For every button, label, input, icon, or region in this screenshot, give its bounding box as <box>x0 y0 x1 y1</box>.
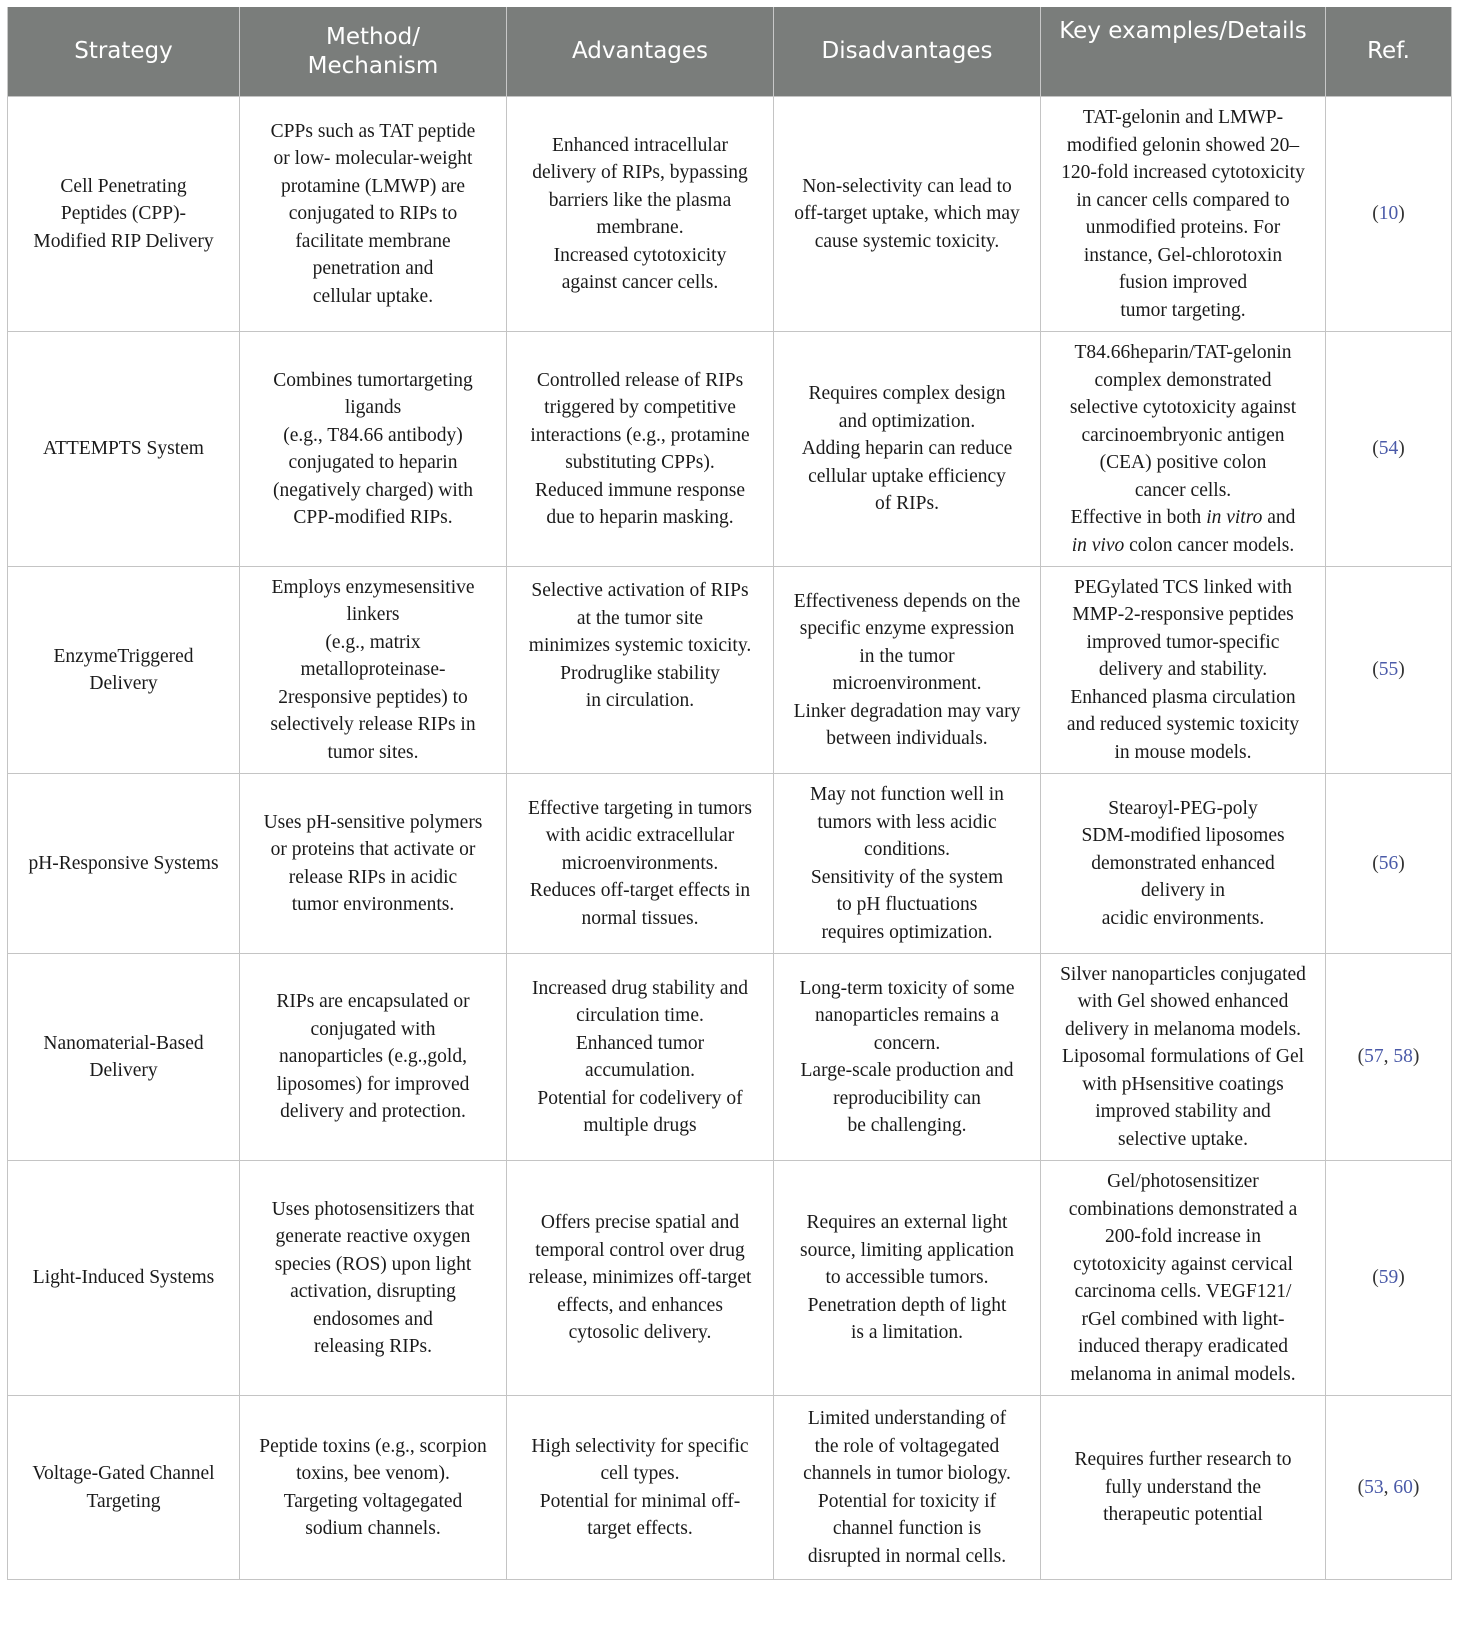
reference-link[interactable]: 58 <box>1393 1046 1413 1068</box>
advantages-cell: Selective activation of RIPs at the tumor site minimizes systemic toxicity. Prodruglike stability in circulation. <box>507 567 774 774</box>
advantages-cell: Offers precise spatial and temporal control over drug release, minimizes off-target effects, and enhances cytosolic delivery. <box>507 1161 774 1396</box>
strategy-cell: Nanomaterial-Based Delivery <box>8 954 240 1161</box>
ref-cell: (53, 60) <box>1326 1396 1452 1580</box>
advantages-cell: Enhanced intracellular delivery of RIPs, bypassing barriers like the plasma membrane. Increased cytotoxicity against cancer cells. <box>507 97 774 332</box>
examples-cell: Gel/photosensitizer combinations demonstrated a 200-fold increase in cytotoxicity against cervical carcinoma cells. VEGF121/ rGel combined with light- induced therapy eradicated melanoma in animal models. <box>1041 1161 1326 1396</box>
table-row <box>8 97 1452 332</box>
reference-link[interactable]: 10 <box>1378 203 1399 225</box>
strategy-cell: Cell Penetrating Peptides (CPP)- Modified RIP Delivery <box>8 97 240 332</box>
reference-link[interactable]: 56 <box>1378 852 1399 874</box>
method-cell: CPPs such as TAT peptide or low- molecular-weight protamine (LMWP) are conjugated to RIPs to facilitate membrane penetration and cellular uptake. <box>240 97 507 332</box>
strategy-cell: pH-Responsive Systems <box>8 774 240 954</box>
table-row <box>8 1161 1452 1396</box>
table-row <box>8 332 1452 567</box>
reference-link[interactable]: 53 <box>1364 1476 1384 1498</box>
method-cell: Peptide toxins (e.g., scorpion toxins, bee venom). Targeting voltagegated sodium channels. <box>240 1396 507 1580</box>
header-disadvantages: Disadvantages <box>774 7 1041 97</box>
header-strategy: Strategy <box>8 7 240 97</box>
advantages-cell: High selectivity for specific cell types. Potential for minimal off- target effects. <box>507 1396 774 1580</box>
table-row <box>8 954 1452 1161</box>
ref-cell: (56) <box>1326 774 1452 954</box>
table-row <box>8 567 1452 774</box>
reference-link[interactable]: 54 <box>1378 438 1399 460</box>
ref-cell: (57, 58) <box>1326 954 1452 1161</box>
reference-link[interactable]: 59 <box>1378 1267 1399 1289</box>
disadvantages-cell: Requires an external light source, limiting application to accessible tumors. Penetration depth of light is a limitation. <box>774 1161 1041 1396</box>
header-advantages: Advantages <box>507 7 774 97</box>
ref-cell: (59) <box>1326 1161 1452 1396</box>
advantages-cell: Increased drug stability and circulation time. Enhanced tumor accumulation. Potential for codelivery of multiple drugs <box>507 954 774 1161</box>
strategy-cell: ATTEMPTS System <box>8 332 240 567</box>
disadvantages-cell: Long-term toxicity of some nanoparticles remains a concern. Large-scale production and reproducibility can be challenging. <box>774 954 1041 1161</box>
advantages-cell: Controlled release of RIPs triggered by competitive interactions (e.g., protamine substituting CPPs). Reduced immune response due to heparin masking. <box>507 332 774 567</box>
examples-cell: T84.66heparin/TAT-gelonin complex demonstrated selective cytotoxicity against carcinoembryonic antigen (CEA) positive colon cancer cells. Effective in both in vitro and in vivo colon cancer models. <box>1041 332 1326 567</box>
reference-link[interactable]: 60 <box>1393 1476 1413 1498</box>
method-cell: Employs enzymesensitive linkers (e.g., matrix metalloproteinase- 2responsive peptides) to selectively release RIPs in tumor sites. <box>240 567 507 774</box>
examples-cell: Silver nanoparticles conjugated with Gel showed enhanced delivery in melanoma models. Liposomal formulations of Gel with pHsensitive coatings improved stability and selective uptake. <box>1041 954 1326 1161</box>
ref-cell: (10) <box>1326 97 1452 332</box>
ref-cell: (54) <box>1326 332 1452 567</box>
method-cell: Uses pH-sensitive polymers or proteins that activate or release RIPs in acidic tumor environments. <box>240 774 507 954</box>
header-ref: Ref. <box>1326 7 1452 97</box>
table-row <box>8 774 1452 954</box>
header-row <box>8 7 1452 97</box>
method-cell: Uses photosensitizers that generate reactive oxygen species (ROS) upon light activation, disrupting endosomes and releasing RIPs. <box>240 1161 507 1396</box>
disadvantages-cell: Requires complex design and optimization. Adding heparin can reduce cellular uptake efficiency of RIPs. <box>774 332 1041 567</box>
table-row <box>8 1396 1452 1580</box>
method-cell: RIPs are encapsulated or conjugated with nanoparticles (e.g.,gold, liposomes) for improved delivery and protection. <box>240 954 507 1161</box>
disadvantages-cell: Effectiveness depends on the specific enzyme expression in the tumor microenvironment. Linker degradation may vary between individuals. <box>774 567 1041 774</box>
strategy-cell: Voltage-Gated Channel Targeting <box>8 1396 240 1580</box>
strategy-cell: EnzymeTriggered Delivery <box>8 567 240 774</box>
reference-link[interactable]: 57 <box>1364 1046 1384 1068</box>
examples-cell: PEGylated TCS linked with MMP-2-responsive peptides improved tumor-specific delivery and stability. Enhanced plasma circulation and reduced systemic toxicity in mouse models. <box>1041 567 1326 774</box>
delivery-strategies-table <box>7 7 1452 1580</box>
table-container <box>7 7 1452 1580</box>
disadvantages-cell: Limited understanding of the role of voltagegated channels in tumor biology. Potential for toxicity if channel function is disrupted in normal cells. <box>774 1396 1041 1580</box>
disadvantages-cell: May not function well in tumors with less acidic conditions. Sensitivity of the system to pH fluctuations requires optimization. <box>774 774 1041 954</box>
examples-cell: Requires further research to fully understand the therapeutic potential <box>1041 1396 1326 1580</box>
examples-cell: Stearoyl-PEG-poly SDM-modified liposomes demonstrated enhanced delivery in acidic environments. <box>1041 774 1326 954</box>
header-method: Method/ Mechanism <box>240 7 507 97</box>
method-cell: Combines tumortargeting ligands (e.g., T84.66 antibody) conjugated to heparin (negatively charged) with CPP-modified RIPs. <box>240 332 507 567</box>
header-examples: Key examples/Details <box>1041 7 1326 97</box>
examples-cell: TAT-gelonin and LMWP- modified gelonin showed 20– 120-fold increased cytotoxicity in cancer cells compared to unmodified proteins. For instance, Gel-chlorotoxin fusion improved tumor targeting. <box>1041 97 1326 332</box>
ref-cell: (55) <box>1326 567 1452 774</box>
strategy-cell: Light-Induced Systems <box>8 1161 240 1396</box>
disadvantages-cell: Non-selectivity can lead to off-target uptake, which may cause systemic toxicity. <box>774 97 1041 332</box>
reference-link[interactable]: 55 <box>1378 659 1399 681</box>
advantages-cell: Effective targeting in tumors with acidic extracellular microenvironments. Reduces off-target effects in normal tissues. <box>507 774 774 954</box>
